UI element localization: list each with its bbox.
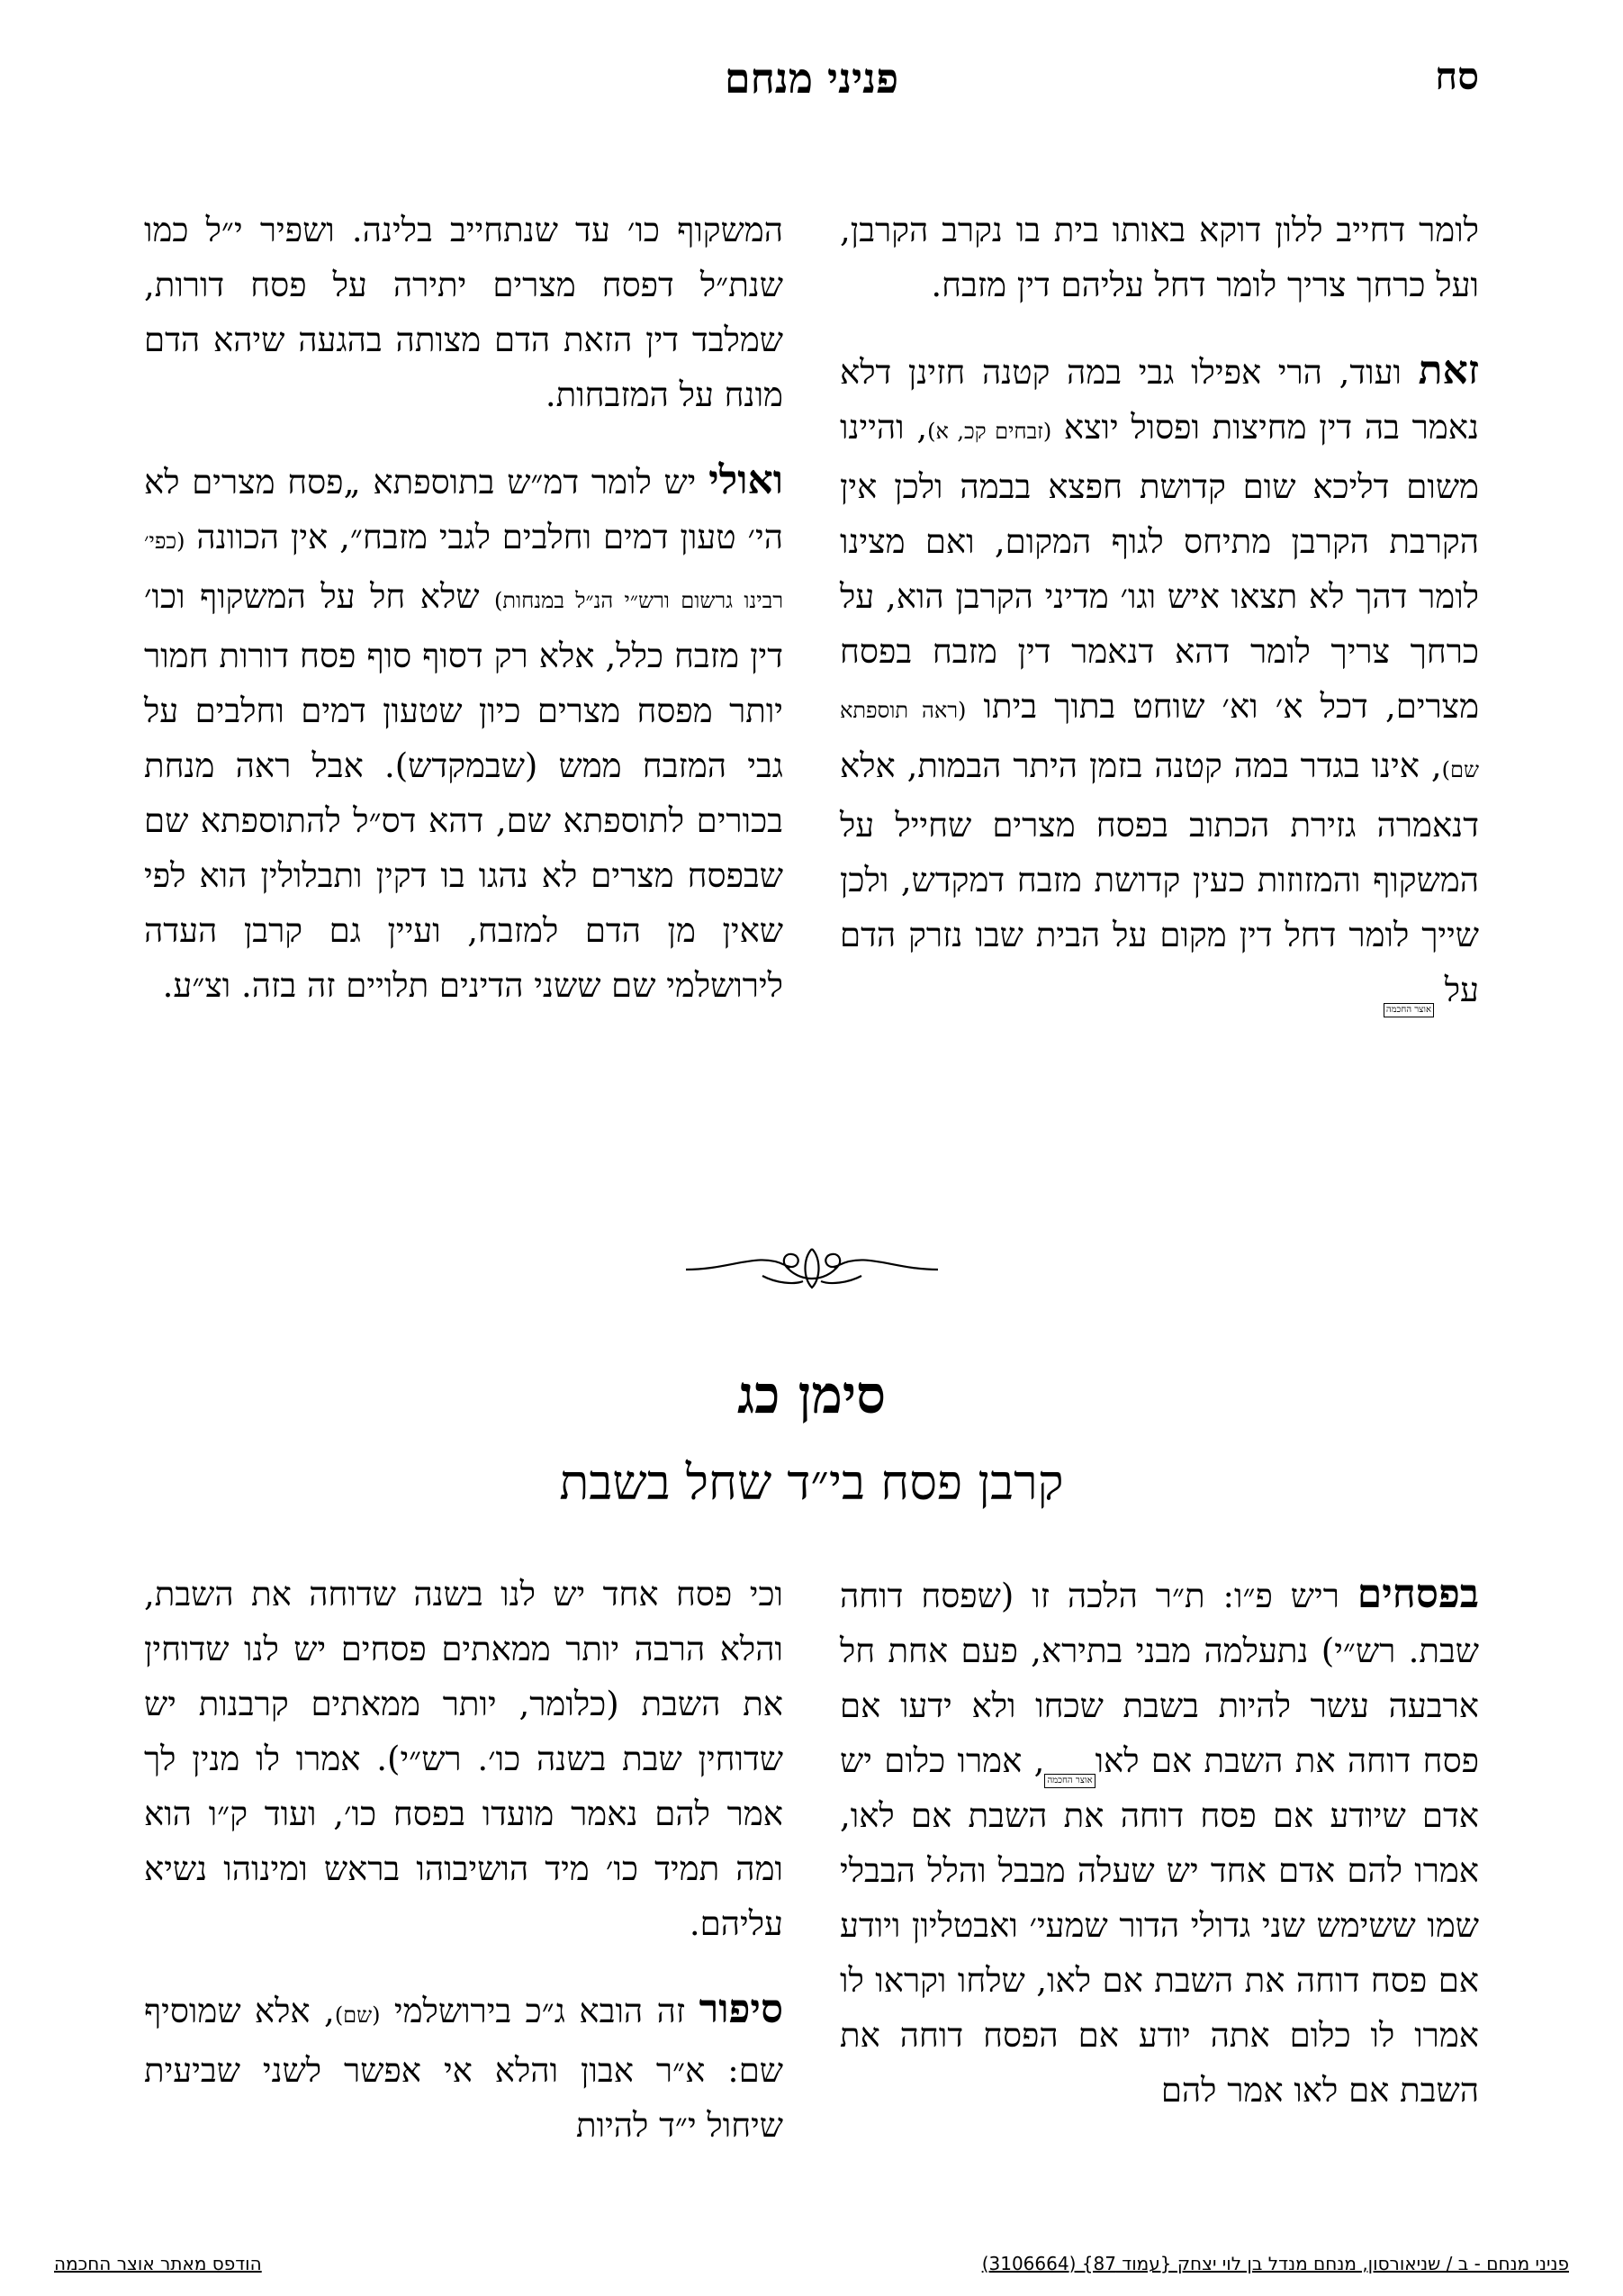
paragraph-lead-word: סיפור [699, 1986, 783, 2032]
paragraph-text: , אינו בגדר במה קטנה בזמן היתר הבמות, אלא דנאמרה גזירת הכתוב בפסח מצרים שחייל על המשקוף והמזוזות כעין קדושת מזבח דמקדש, ולכן שייך לומר דחל דין מקום על הבית שבו נזרק הדם על [840, 746, 1479, 1009]
paragraph-text: זה הובא ג״כ בירושלמי [380, 1992, 699, 2030]
source-reference: (כפי׳ רבינו גרשום ורש״י הנ״ל במנחות) [144, 529, 783, 613]
paragraph-lead-word: ואולי [708, 457, 783, 503]
paragraph-text: , אלא שמוסיף שם: א״ר אבון והלא אי אפשר לשני שביעית שיחול י״ד להיות [144, 1992, 783, 2145]
watermark-stamp: אוצר החכמה [1384, 1003, 1434, 1017]
paragraph [840, 1567, 1479, 2118]
source-reference: (שם) [334, 2002, 381, 2028]
page-footer [54, 2253, 1569, 2280]
paragraph-lead-word: זאת [1418, 348, 1479, 393]
flourish-icon [677, 1238, 947, 1301]
paragraph [144, 453, 783, 1013]
page-header [144, 54, 1479, 126]
footer-printed-from: הודפס מאתר אוצר החכמה [54, 2253, 262, 2274]
source-reference: (זבחים קכ, א) [927, 419, 1052, 444]
paragraph [144, 1982, 783, 2153]
source-reference: (ראה תוספתא שם) [840, 698, 1479, 782]
bottom-right-column [840, 1567, 1479, 2183]
paragraph: לומר דחייב ללון דוקא באותו בית בו נקרב הקרבן, ועל כרחך צריך לומר דחל עליהם דין מזבח. [840, 211, 1479, 304]
top-columns [144, 203, 1479, 1048]
bottom-left-column [144, 1567, 783, 2183]
paragraph-text: יש לומר דמ״ש בתוספתא „פסח מצרים לא הי׳ טעון דמים וחלבים לגבי מזבח״, אין הכוונה [144, 463, 783, 556]
top-right-column [840, 203, 1479, 1048]
watermark-stamp: אוצר החכמה [1044, 1774, 1095, 1788]
paragraph-lead-word: בפסחים [1357, 1571, 1479, 1617]
section-divider-ornament [0, 1238, 1623, 1301]
paragraph-text: ועוד, הרי אפילו גבי במה קטנה חזינן דלא נאמר בה דין מחיצות ופסול יוצא [840, 353, 1479, 447]
page-number: סח [1435, 54, 1479, 98]
section-title: קרבן פסח בי״ד שחל בשבת [559, 1454, 1064, 1511]
bottom-columns [144, 1567, 1479, 2183]
paragraph-text: , והיינו משום דליכא שום קדושת חפצא בבמה ולכן אין הקרבת הקרבן מתיחס לגוף המקום, ואם מצינו לומר דהך לא תצאו איש וגו׳ מדיני הקרבן הוא, על כרחך צריך לומר דהא דנאמר דין מזבח בפסח מצרים, דכל א׳ וא׳ שוחט בתוך ביתו [840, 408, 1479, 726]
section-number: סימן כג [736, 1364, 887, 1425]
footer-source-info: פניני מנחם - ב / שניאורסון, מנחם מנדל בן לוי יצחק {עמוד 87} (3106664) [981, 2253, 1569, 2274]
running-title: פניני מנחם [724, 54, 899, 103]
paragraph: וכי פסח אחד יש לנו בשנה שדוחה את השבת, והלא הרבה יותר ממאתים פסחים יש לנו שדוחין את השבת (כלומר, יותר ממאתים קרבנות יש שדוחין שבת בשנה כו׳. רש״י). אמרו לו מנין לך אמר להם נאמר מועדו בפסח כו׳, ועוד ק״ו הוא ומה תמיד כו׳ מיד הושיבוהו בראש ומינוהו נשיא עליהם. [144, 1575, 783, 1943]
paragraph-text: שלא חל על המשקוף וכו׳ דין מזבח כלל, אלא רק דסוף סוף פסח דורות חמור יותר מפסח מצרים כיון שטעון דמים וחלבים על גבי המזבח ממש (שבמקדש). אבל ראה מנחת בכורים לתוספתא שם, דהא דס״ל להתוספתא שם שבפסח מצרים לא נהגו בו דקין ותבלולין הוא לפי שאין מן הדם למזבח, ועיין גם קרבן העדה לירושלמי שם ששני הדינים תלויים זה בזה. וצ״ע. [144, 577, 783, 1005]
paragraph-text: לאו [1095, 1741, 1140, 1780]
top-left-column [144, 203, 783, 1048]
paragraph: המשקוף כו׳ עד שנתחייב בלינה. ושפיר י״ל כמו שנת״ל דפסח מצרים יתירה על פסח דורות, שמלבד דין הזאת הדם מצותה בהגעה שיהא הדם מונח על המזבחות. [144, 211, 783, 414]
paragraph-text: ריש פ״ו: ת״ר הלכה זו (שפסח דוחה שבת. רש״י) נתעלמה מבני בתירא, פעם אחת חל ארבעה עשר להיות בשבת שכחו ולא ידעו אם פסח דוחה את השבת אם [840, 1577, 1480, 1780]
paragraph [840, 343, 1479, 1017]
paragraph-text: , אמרו כלום יש אדם שיודע אם פסח דוחה את השבת אם לאו, אמרו להם אדם אחד יש שעלה מבבל והלל הבבלי שמו ששימש שני גדולי הדור שמעי׳ ואבטליון ויודע אם פסח דוחה את השבת אם לאו, שלחו וקראו לו אמרו לו כלום אתה יודע אם הפסח דוחה את השבת אם לאו אמר להם [840, 1741, 1479, 2110]
